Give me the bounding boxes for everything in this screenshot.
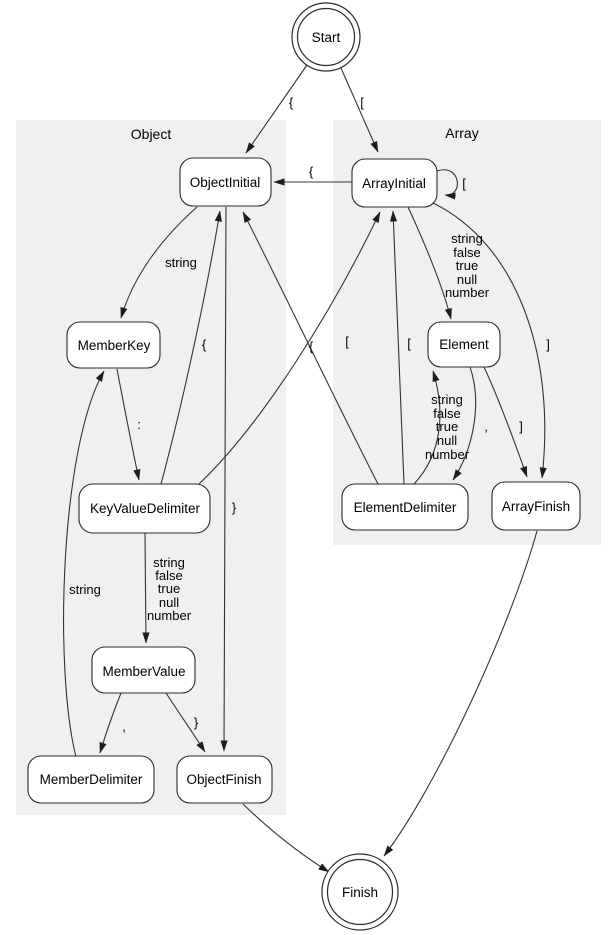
edge-label-line: string	[451, 231, 483, 246]
edge-label-string-objectinitial: string	[165, 255, 197, 270]
node-label-objectfinish: ObjectFinish	[186, 772, 262, 787]
node-objectfinish	[177, 756, 272, 803]
edge-label-line: number	[444, 285, 490, 300]
node-arrayfinish	[492, 482, 580, 530]
edge-label-open-brace-start: {	[288, 95, 294, 110]
node-objectinitial	[180, 158, 271, 206]
node-label-start: Start	[311, 30, 341, 45]
edge-label-close-brace-membervalue: }	[193, 715, 199, 730]
edge-label-line: true	[435, 419, 459, 434]
object-cluster	[16, 120, 286, 815]
edge-label-open-bracket-selfloop: [	[462, 176, 466, 191]
edge-label-open-bracket-keyvaluedelimiter: [	[345, 334, 349, 349]
node-label-arrayinitial: ArrayInitial	[362, 176, 426, 191]
edge-label-comma-membervalue: ,	[122, 719, 126, 734]
edge-label-string-memberdelimiter: string	[69, 582, 101, 597]
array-cluster-label: Array	[445, 125, 479, 141]
edge-label-line: number	[146, 608, 192, 623]
edge-label-close-brace-objectinitial: }	[231, 500, 237, 515]
edge-label-close-bracket-arrayinitial: ]	[546, 337, 550, 352]
node-label-objectinitial: ObjectInitial	[189, 175, 261, 190]
edge-label-colon: :	[137, 417, 141, 432]
node-label-membervalue: MemberValue	[102, 664, 186, 679]
node-label-memberdelimiter: MemberDelimiter	[39, 772, 143, 787]
node-label-element: Element	[439, 337, 489, 352]
edge-label-line: false	[433, 406, 461, 421]
edge-label-line: null	[436, 433, 458, 448]
node-membervalue	[92, 647, 195, 693]
edge-label-open-bracket-start: [	[360, 95, 364, 110]
object-cluster-label: Object	[130, 126, 172, 142]
edge-label-line: string	[431, 392, 463, 407]
node-keyvaluedelimiter	[79, 484, 210, 533]
node-finish	[322, 854, 398, 930]
edge-label-line: true	[455, 258, 479, 273]
node-label-finish: Finish	[341, 885, 379, 900]
node-label-elementdelimiter: ElementDelimiter	[353, 500, 457, 515]
object-cluster-background	[16, 120, 286, 815]
node-label-keyvaluedelimiter: KeyValueDelimiter	[89, 501, 201, 516]
edge-label-line: number	[424, 447, 470, 462]
node-elementdelimiter	[342, 484, 468, 530]
node-label-arrayfinish: ArrayFinish	[501, 499, 571, 514]
edge-label-line: false	[453, 245, 481, 260]
edge-label-line: true	[157, 581, 181, 596]
node-start	[292, 3, 360, 71]
node-memberkey	[67, 322, 160, 368]
edge-label-line: false	[155, 568, 183, 583]
node-arrayinitial	[352, 159, 437, 207]
edge-label-open-brace-arrayinitial: {	[308, 164, 314, 179]
node-label-memberkey: MemberKey	[77, 338, 151, 353]
edge-label-line: null	[158, 595, 180, 610]
node-memberdelimiter	[28, 756, 154, 803]
node-element	[428, 322, 500, 367]
edge-label-comma-element: ,	[484, 419, 488, 434]
edge-label-close-bracket-element: ]	[519, 419, 523, 434]
edge-label-line: null	[456, 272, 478, 287]
edge-label-line: string	[153, 555, 185, 570]
edge-label-open-brace-elementdelimiter: {	[308, 339, 314, 354]
edge-arrayfinish-to-finish	[384, 531, 537, 856]
edge-label-open-bracket-elementdelimiter: [	[407, 336, 411, 351]
edge-label-open-brace-keyvaluedelimiter: {	[201, 337, 207, 352]
